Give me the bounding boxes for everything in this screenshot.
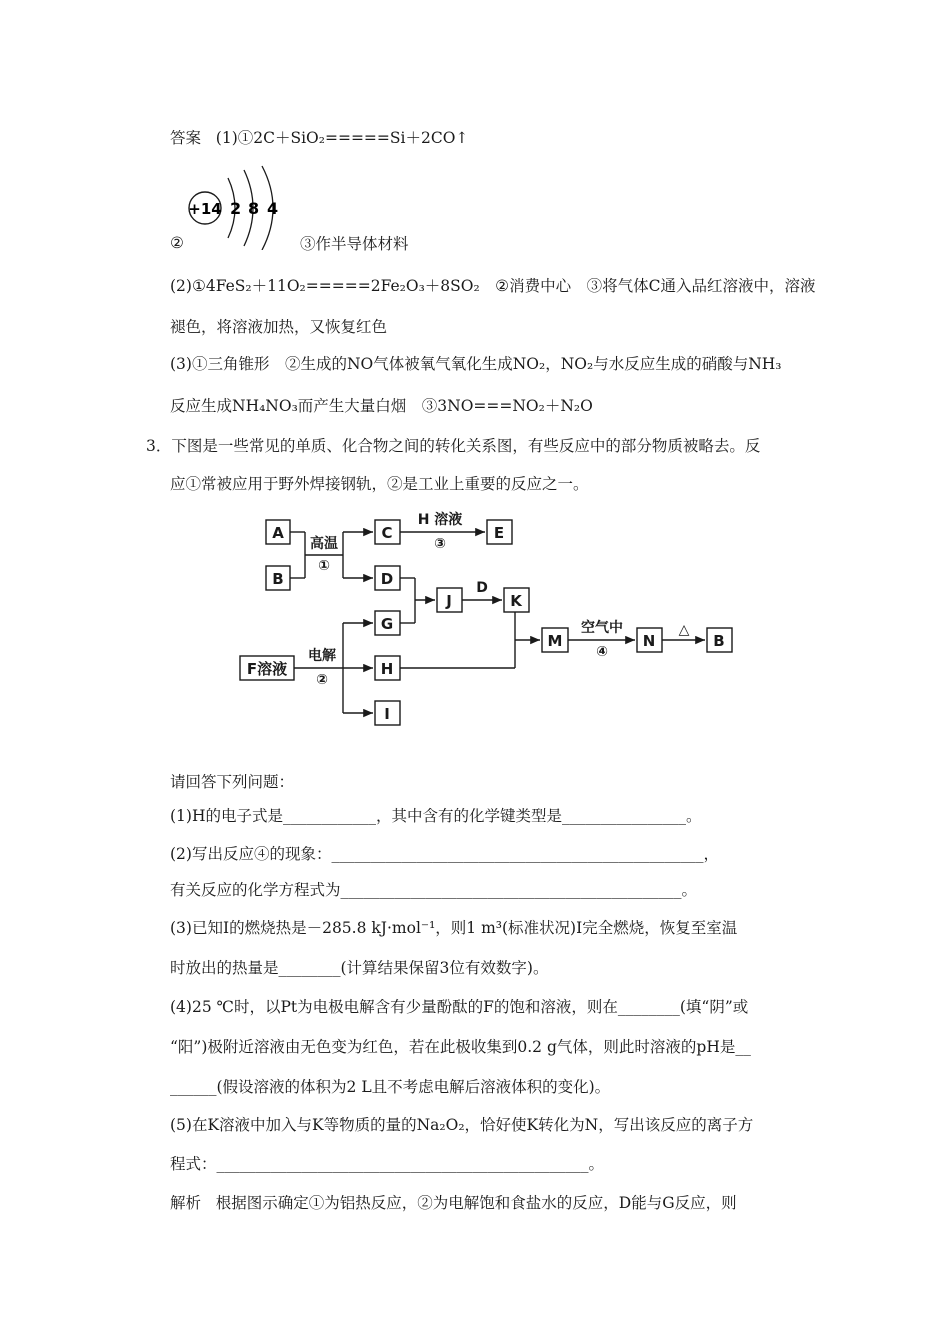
analysis-label: 解析 — [170, 1194, 202, 1212]
answer-3-line-2: 反应生成NH₄NO₃而产生大量白烟 ③3NO===NO₂＋N₂O — [170, 397, 593, 415]
label-B2: B — [713, 632, 725, 650]
condition-h-solution: H 溶液 — [417, 512, 463, 528]
nucleus-charge: +14 — [188, 200, 222, 218]
shell-electrons-1: 2 — [230, 199, 242, 218]
label-C: C — [381, 524, 393, 542]
subquestion-5-line-1: (5)在K溶液中加入与K等物质的量的Na₂O₂，恰好使K转化为N，写出该反应的离子方 — [170, 1116, 754, 1134]
analysis-line-1 — [170, 1193, 737, 1213]
answer-1-1: (1)①2C＋SiO₂=====Si＋2CO↑ — [215, 129, 469, 147]
label-B: B — [272, 570, 284, 588]
reaction-4-mark: ④ — [596, 644, 608, 660]
condition-high-temp: 高温 — [310, 536, 338, 552]
subquestion-4-line-1: (4)25 ℃时，以Pt为电极电解含有少量酚酞的F的饱和溶液，则在________(填“阴”或 — [170, 998, 749, 1016]
question-3-line-1 — [146, 436, 760, 456]
label-F: F溶液 — [246, 660, 288, 678]
reaction-1-mark: ① — [318, 558, 330, 574]
answer-1-3: ③作半导体材料 — [300, 235, 409, 253]
label-J: J — [446, 592, 452, 610]
reaction-diagram — [230, 510, 740, 735]
label-H: H — [380, 660, 394, 678]
label-N: N — [642, 632, 656, 650]
question-prompt: 请回答下列问题： — [170, 773, 295, 791]
answer-2-line-1: (2)①4FeS₂＋11O₂=====2Fe₂O₃＋8SO₂ ②消费中心 ③将气体C通入品红溶液中，溶液 — [170, 277, 816, 295]
answer-label: 答案 — [170, 129, 202, 147]
question-3-stem-2: 应①常被应用于野外焊接钢轨，②是工业上重要的反应之一。 — [170, 475, 589, 493]
subquestion-4-line-3: ______(假设溶液的体积为2 L且不考虑电解后溶液体积的变化)。 — [170, 1078, 611, 1096]
condition-electrolysis: 电解 — [308, 648, 336, 664]
shell-electrons-3: 4 — [267, 199, 279, 218]
subquestion-1: (1)H的电子式是____________，其中含有的化学键类型是________________。 — [170, 807, 702, 825]
subquestion-3-line-2: 时放出的热量是________(计算结果保留3位有效数字)。 — [170, 959, 549, 977]
condition-in-air: 空气中 — [581, 620, 623, 636]
question-stem-1: 下图是一些常见的单质、化合物之间的转化关系图，有些反应中的部分物质被略去。反 — [171, 437, 761, 455]
answer-2-line-2: 褪色，将溶液加热，又恢复红色 — [170, 318, 388, 336]
subquestion-3-line-1: (3)已知I的燃烧热是－285.8 kJ·mol⁻¹，则1 m³(标准状况)I完全燃烧，恢复至室温 — [170, 919, 738, 937]
subquestion-4-line-2: “阳”)极附近溶液由无色变为红色，若在此极收集到0.2 g气体，则此时溶液的pH是__ — [170, 1038, 751, 1056]
reaction-3-mark: ③ — [434, 536, 446, 552]
label-G: G — [380, 615, 394, 633]
answer-line-1 — [170, 128, 468, 148]
condition-d: D — [476, 580, 488, 596]
answer-3-line-1: (3)①三角锥形 ②生成的NO气体被氧气氧化生成NO₂，NO₂与水反应生成的硝酸与NH₃ — [170, 355, 782, 373]
label-M: M — [547, 632, 563, 650]
label-K: K — [510, 592, 522, 610]
subquestion-2-line-1: (2)写出反应④的现象：________________________________________________， — [170, 845, 719, 863]
label-D: D — [380, 570, 394, 588]
question-number: 3． — [146, 437, 172, 455]
label-I: I — [384, 705, 390, 723]
answer-1-2-label: ② — [170, 234, 184, 252]
reaction-2-mark: ② — [316, 672, 328, 688]
label-E: E — [493, 524, 505, 542]
analysis-text: 根据图示确定①为铝热反应，②为电解饱和食盐水的反应，D能与G反应，则 — [215, 1194, 737, 1212]
silicon-atom-structure — [180, 160, 290, 250]
shell-electrons-2: 8 — [248, 199, 260, 218]
label-A: A — [272, 524, 284, 542]
condition-heat: △ — [678, 622, 690, 638]
subquestion-5-line-2: 程式：________________________________________________。 — [170, 1155, 605, 1173]
subquestion-2-line-2: 有关反应的化学方程式为____________________________________________。 — [170, 881, 698, 899]
